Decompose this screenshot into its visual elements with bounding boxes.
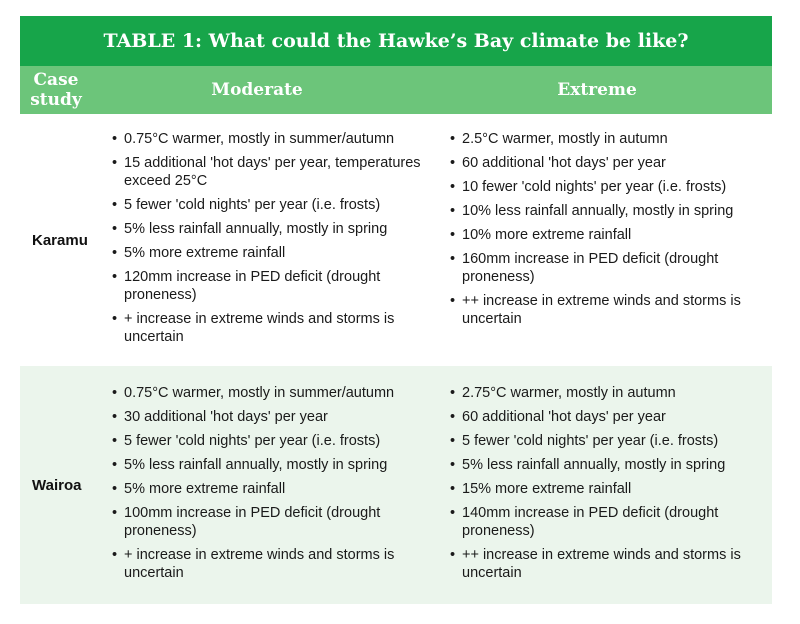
list-item-text: 10 fewer 'cold nights' per year (i.e. frosts) <box>462 179 727 195</box>
bullet-icon: • <box>450 457 456 473</box>
bullet-icon: • <box>112 385 118 401</box>
list-item-text: 10% more extreme rainfall <box>462 227 632 243</box>
bullet-icon: • <box>450 293 456 309</box>
list-item <box>448 480 772 498</box>
bullet-icon: • <box>450 505 456 521</box>
header-extreme: Extreme <box>557 80 637 100</box>
list-item <box>110 432 440 450</box>
header-case-study: Case study <box>30 70 82 110</box>
list-item-text: 60 additional 'hot days' per year <box>462 155 666 171</box>
list-item-text: 160mm increase in PED deficit (drought proneness) <box>462 251 719 285</box>
list-item <box>110 408 440 426</box>
moderate-cell <box>100 114 440 366</box>
extreme-cell <box>440 366 772 604</box>
bullet-icon: • <box>112 505 118 521</box>
list-item <box>448 456 772 474</box>
list-item-text: 5% less rainfall annually, mostly in spring <box>124 221 388 237</box>
list-item <box>110 268 440 304</box>
extreme-cell <box>440 114 772 366</box>
bullet-icon: • <box>112 457 118 473</box>
list-item-text: 100mm increase in PED deficit (drought proneness) <box>124 505 381 539</box>
bullet-icon: • <box>112 409 118 425</box>
list-item-text: 120mm increase in PED deficit (drought proneness) <box>124 269 381 303</box>
bullet-icon: • <box>450 155 456 171</box>
list-item-text: 5% less rainfall annually, mostly in spring <box>124 457 388 473</box>
list-item <box>448 546 772 582</box>
list-item-text: 5% more extreme rainfall <box>124 481 286 497</box>
extreme-list <box>448 384 772 582</box>
bullet-icon: • <box>112 311 118 327</box>
list-item-text: 5 fewer 'cold nights' per year (i.e. frosts) <box>124 433 381 449</box>
list-item-text: ++ increase in extreme winds and storms is uncertain <box>462 293 741 327</box>
extreme-list <box>448 130 772 328</box>
bullet-icon: • <box>112 269 118 285</box>
bullet-icon: • <box>450 385 456 401</box>
list-item <box>448 226 772 244</box>
bullet-icon: • <box>112 197 118 213</box>
list-item <box>448 384 772 402</box>
list-item <box>448 292 772 328</box>
list-item-text: 30 additional 'hot days' per year <box>124 409 328 425</box>
list-item-text: + increase in extreme winds and storms is uncertain <box>124 547 395 581</box>
list-item-text: 0.75°C warmer, mostly in summer/autumn <box>124 385 395 401</box>
list-item <box>110 546 440 582</box>
bullet-icon: • <box>450 547 456 563</box>
list-item <box>110 130 440 148</box>
list-item <box>110 456 440 474</box>
bullet-icon: • <box>450 251 456 267</box>
bullet-icon: • <box>450 433 456 449</box>
moderate-list <box>110 130 440 346</box>
list-item <box>448 408 772 426</box>
list-item-text: 60 additional 'hot days' per year <box>462 409 666 425</box>
list-item-text: 0.75°C warmer, mostly in summer/autumn <box>124 131 395 147</box>
list-item <box>448 154 772 172</box>
list-item-text: 2.5°C warmer, mostly in autumn <box>462 131 668 147</box>
table-header-row <box>20 66 772 114</box>
list-item <box>448 504 772 540</box>
header-moderate: Moderate <box>211 80 303 100</box>
list-item <box>110 384 440 402</box>
climate-table <box>20 16 772 604</box>
list-item <box>110 154 440 190</box>
table-row-karamu <box>20 114 772 366</box>
list-item-text: 5 fewer 'cold nights' per year (i.e. frosts) <box>124 197 381 213</box>
list-item-text: 10% less rainfall annually, mostly in spring <box>462 203 734 219</box>
list-item <box>110 310 440 346</box>
list-item-text: + increase in extreme winds and storms is uncertain <box>124 311 395 345</box>
bullet-icon: • <box>112 131 118 147</box>
list-item <box>110 196 440 214</box>
bullet-icon: • <box>112 155 118 171</box>
bullet-icon: • <box>112 481 118 497</box>
list-item <box>448 432 772 450</box>
case-name: Karamu <box>32 231 88 249</box>
bullet-icon: • <box>450 227 456 243</box>
bullet-icon: • <box>112 547 118 563</box>
list-item <box>110 220 440 238</box>
bullet-icon: • <box>112 221 118 237</box>
bullet-icon: • <box>450 409 456 425</box>
bullet-icon: • <box>450 203 456 219</box>
table-row-wairoa <box>20 366 772 604</box>
bullet-icon: • <box>112 245 118 261</box>
list-item <box>110 244 440 262</box>
list-item-text: 15% more extreme rainfall <box>462 481 632 497</box>
list-item <box>448 130 772 148</box>
list-item <box>448 250 772 286</box>
list-item-text: 15 additional 'hot days' per year, temperatures exceed 25°C <box>124 155 421 189</box>
list-item <box>448 178 772 196</box>
bullet-icon: • <box>112 433 118 449</box>
list-item-text: 140mm increase in PED deficit (drought proneness) <box>462 505 719 539</box>
list-item-text: 5% more extreme rainfall <box>124 245 286 261</box>
list-item-text: 5% less rainfall annually, mostly in spring <box>462 457 726 473</box>
list-item <box>110 504 440 540</box>
list-item-text: 2.75°C warmer, mostly in autumn <box>462 385 676 401</box>
list-item <box>110 480 440 498</box>
bullet-icon: • <box>450 131 456 147</box>
list-item <box>448 202 772 220</box>
bullet-icon: • <box>450 481 456 497</box>
list-item-text: 5 fewer 'cold nights' per year (i.e. frosts) <box>462 433 719 449</box>
moderate-list <box>110 384 440 582</box>
table-title: TABLE 1: What could the Hawke’s Bay climate be like? <box>20 16 772 66</box>
case-name: Wairoa <box>32 476 82 494</box>
list-item-text: ++ increase in extreme winds and storms is uncertain <box>462 547 741 581</box>
bullet-icon: • <box>450 179 456 195</box>
moderate-cell <box>100 366 440 604</box>
